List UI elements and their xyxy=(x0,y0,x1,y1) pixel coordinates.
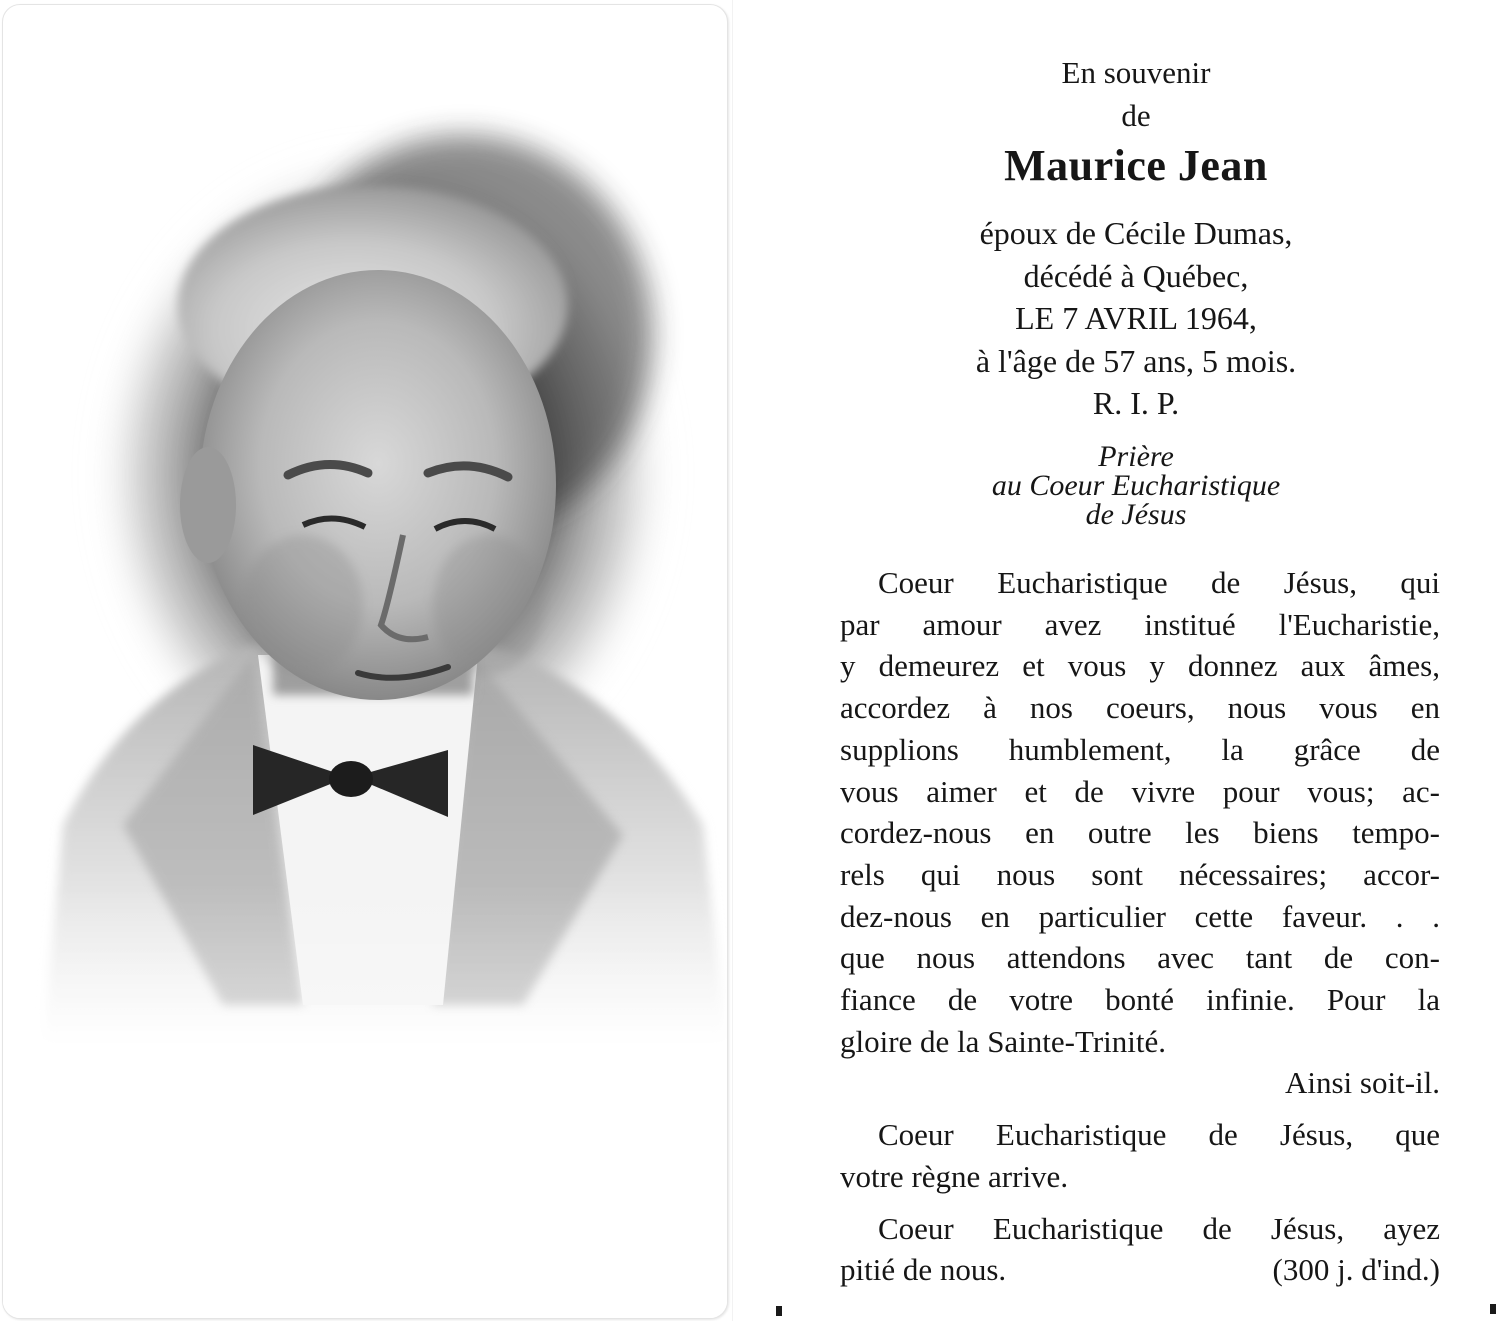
prayer-line: y demeurez et vous y donnez aux âmes, xyxy=(840,648,1440,684)
invocation-final-row xyxy=(840,1249,1440,1291)
invocation-line: Coeur Eucharistique de Jésus, que xyxy=(878,1117,1440,1153)
invocation-line: pitié de nous. xyxy=(840,1252,1007,1288)
prayer-title-line: Prière xyxy=(1098,440,1174,473)
prayer-line: supplions humblement, la grâce de xyxy=(840,731,1440,767)
spouse-line: époux de Cécile Dumas, xyxy=(979,215,1293,251)
indulgence-note: (300 j. d'ind.) xyxy=(1272,1252,1440,1288)
rip-line: R. I. P. xyxy=(1092,385,1180,421)
prayer-line: dez-nous en particulier cette faveur. . . xyxy=(840,898,1440,934)
prayer-line: par amour avez institué l'Eucharistie, xyxy=(840,606,1440,642)
invocation-line: votre règne arrive. xyxy=(840,1158,1069,1194)
prayer-line: fiance de votre bonté infinie. Pour la xyxy=(840,982,1440,1018)
death-date-line: LE 7 AVRIL 1964, xyxy=(1015,300,1257,336)
prayer-card xyxy=(778,0,1494,1321)
prayer-title-line: au Coeur Eucharistique xyxy=(991,469,1281,502)
deceased-name: Maurice Jean xyxy=(1004,141,1268,190)
prayer-title xyxy=(778,442,1494,529)
corner-mark-right xyxy=(1490,1304,1496,1314)
death-details xyxy=(778,212,1494,425)
prayer-line: accordez à nos coeurs, nous vous en xyxy=(840,690,1440,726)
amen-line: Ainsi soit-il. xyxy=(1284,1065,1440,1101)
prayer-line: cordez-nous en outre les biens tempo- xyxy=(840,815,1440,851)
de-heading: de xyxy=(1121,98,1151,133)
prayer-line: Coeur Eucharistique de Jésus, qui xyxy=(878,565,1440,600)
card-divider xyxy=(732,0,733,1321)
prayer-title-line: de Jésus xyxy=(1085,498,1187,531)
prayer-line: rels qui nous sont nécessaires; accor- xyxy=(840,856,1440,892)
souvenir-heading: En souvenir xyxy=(1061,55,1211,90)
prayer-line: gloire de la Sainte-Trinité. xyxy=(840,1023,1167,1059)
prayer-body xyxy=(840,562,1440,1291)
death-place-line: décédé à Québec, xyxy=(1023,257,1249,294)
portrait-card xyxy=(2,4,728,1319)
prayer-line: vous aimer et de vivre pour vous; ac- xyxy=(840,773,1440,809)
invocation-first xyxy=(840,1114,1440,1197)
invocation-second xyxy=(840,1208,1440,1291)
age-line: à l'âge de 57 ans, 5 mois. xyxy=(975,342,1297,379)
corner-mark-left xyxy=(776,1306,782,1316)
prayer-line: que nous attendons avec tant de con- xyxy=(840,940,1440,976)
portrait-photo xyxy=(3,5,727,1318)
invocation-line: Coeur Eucharistique de Jésus, ayez xyxy=(878,1210,1440,1246)
